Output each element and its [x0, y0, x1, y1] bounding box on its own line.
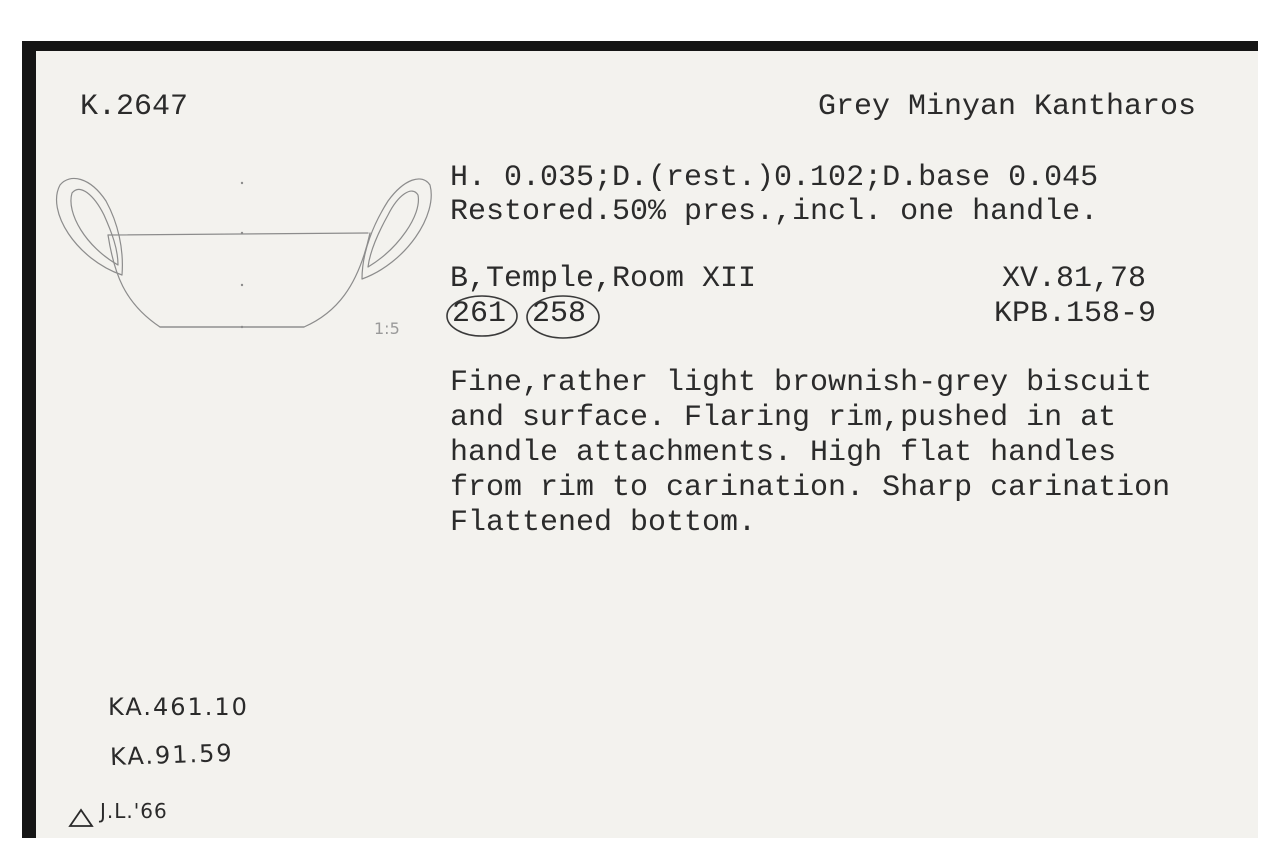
photo-number: 261 — [452, 297, 507, 331]
circle-mark — [447, 296, 517, 336]
catalog-number: K.2647 — [80, 90, 189, 124]
description-line: Flattened bottom. — [450, 506, 757, 540]
object-title: Grey Minyan Kantharos — [818, 90, 1197, 124]
circle-mark — [527, 296, 599, 338]
findspot: B,Temple,Room XII — [450, 262, 757, 296]
preservation-line: Restored.50% pres.,incl. one handle. — [450, 195, 1099, 229]
handwritten-ref: KA.461.10 — [108, 693, 249, 721]
triangle-symbol — [68, 808, 94, 828]
kantharos-drawing — [36, 51, 456, 351]
notebook-ref: XV.81,78 — [1002, 262, 1147, 296]
description-line: from rim to carination. Sharp carination — [450, 471, 1171, 505]
handwritten-ref: KA.91.59 — [109, 738, 235, 772]
photo-number: 258 — [532, 297, 587, 331]
scale-note: 1:5 — [374, 319, 400, 338]
kpb-ref: KPB.158-9 — [994, 297, 1157, 331]
description-line: and surface. Flaring rim,pushed in at — [450, 401, 1117, 435]
description-line: handle attachments. High flat handles — [450, 436, 1117, 470]
description-line: Fine,rather light brownish-grey biscuit — [450, 366, 1153, 400]
catalog-card — [36, 51, 1258, 838]
dimensions-line: H. 0.035;D.(rest.)0.102;D.base 0.045 — [450, 161, 1099, 195]
initials: J.L.'66 — [100, 799, 168, 823]
